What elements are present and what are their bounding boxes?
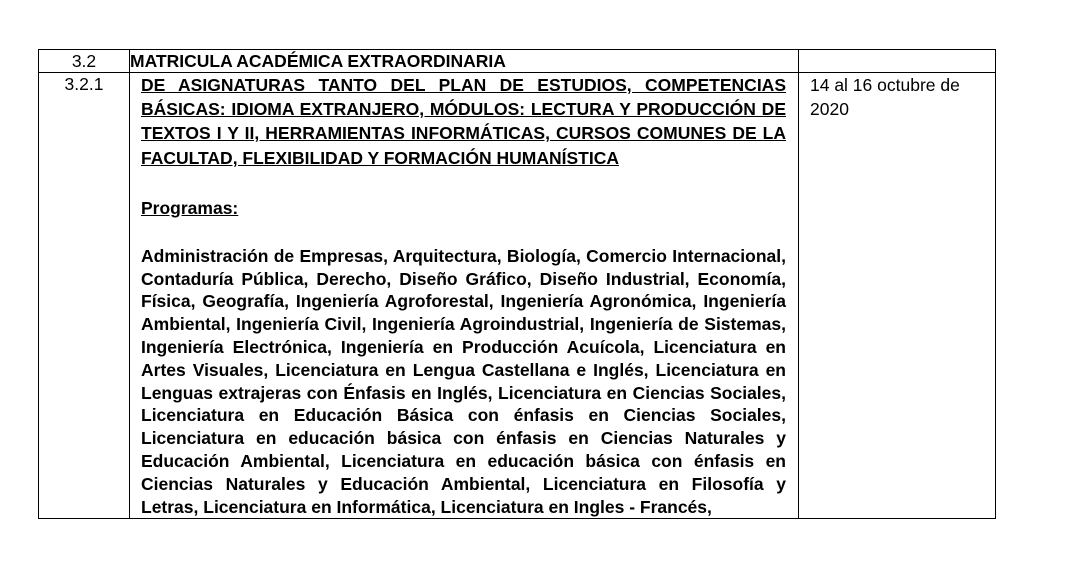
subsection-date: 14 al 16 octubre de 2020 (799, 73, 996, 519)
section-title: MATRICULA ACADÉMICA EXTRAORDINARIA (130, 50, 799, 73)
section-date (799, 50, 996, 73)
programs-list: Administración de Empresas, Arquitectura, Biología, Comercio Internacional, Contaduría Pública, Derecho, Diseño Gráfico, Diseño Industrial, Economía, Física, Geografía, Ingeniería Agroforestal, Ingeniería Agronómica, Ingeniería Ambiental, Ingeniería Civil, Ingeniería Agroindustrial, Ingeniería de Sistemas, Ingeniería Electrónica, Ingeniería en Producción Acuícola, Licenciatura en Artes Visuales, Licenciatura en Lengua Castellana e Inglés, Licenciatura en Lenguas extrajeras con Énfasis en Inglés, Licenciatura en Ciencias Sociales, Licenciatura en Educación Básica con énfasis en Ciencias Sociales, Licenciatura en educación básica con énfasis en Ciencias Naturales y Educación Ambiental, Licenciatura en educación básica con énfasis en Ciencias Naturales y Educación Ambiental, Licenciatura en Filosofía y Letras, Licenciatura en Informática, Licenciatura en Ingles - Francés, (141, 245, 786, 517)
subsection-row (39, 73, 996, 519)
subsection-number: 3.2.1 (39, 73, 130, 519)
schedule-table (38, 49, 996, 519)
section-number: 3.2 (39, 50, 130, 73)
section-row (39, 50, 996, 73)
subject-title: DE ASIGNATURAS TANTO DEL PLAN DE ESTUDIOS, COMPETENCIAS BÁSICAS: IDIOMA EXTRANJERO, MÓDULOS: LECTURA Y PRODUCCIÓN DE TEXTOS I Y II, HERRAMIENTAS INFORMÁTICAS, CURSOS COMUNES DE LA FACULTAD, FLEXIBILIDAD Y FORMACIÓN HUMANÍSTICA (141, 75, 786, 168)
subsection-description (130, 73, 799, 519)
programs-label: Programas: (141, 197, 239, 218)
